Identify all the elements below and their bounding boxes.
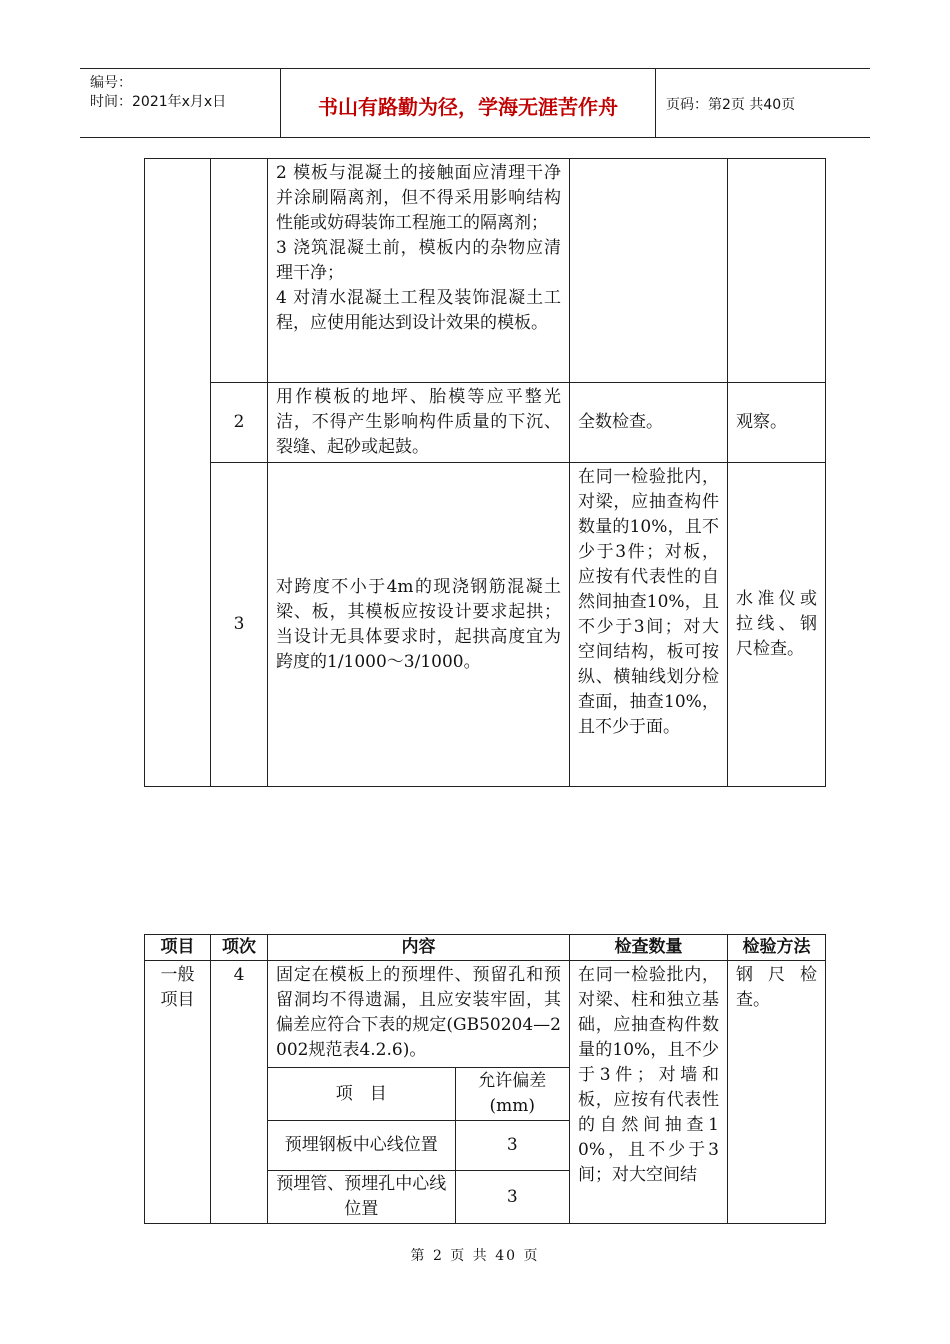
- quantity-cell: 在同一检验批内，对梁，应抽查构件数量的10%，且不少于3件；对板，应按有代表性的自然间抽查10%，且不少于3间；对大空间结构，板可按纵、横轴线划分检查面，抽查10%，且不少于面。: [570, 463, 728, 787]
- header-quantity: 检查数量: [570, 935, 728, 961]
- header-right-cell: [656, 69, 870, 137]
- index-cell: 2: [211, 383, 268, 463]
- tolerance-table: [268, 1067, 569, 1223]
- tolerance-item: 预埋管、预埋孔中心线位置: [268, 1171, 455, 1224]
- method-cell: 水准仪或拉线、钢尺检查。: [728, 463, 826, 787]
- tolerance-row: [268, 1171, 569, 1224]
- inspection-table: [144, 934, 826, 1224]
- item-cell: 一般项目: [145, 961, 211, 1224]
- header-page-number: 页码：第2页 共40页: [666, 97, 796, 113]
- header-left-cell: [80, 69, 280, 137]
- tolerance-head-value: 允许偏差(mm): [455, 1068, 569, 1121]
- document-date: 时间：2021年x月x日: [90, 94, 227, 110]
- method-cell: [728, 159, 826, 383]
- page-footer: 第 2 页 共 40 页: [410, 1248, 540, 1264]
- method-cell: 观察。: [728, 383, 826, 463]
- index-cell: [211, 159, 268, 383]
- table-row: [145, 961, 826, 1224]
- header-item: 项目: [145, 935, 211, 961]
- table-row: [145, 383, 826, 463]
- tolerance-value: 3: [455, 1121, 569, 1171]
- index-cell: 4: [211, 961, 268, 1224]
- content-cell: 固定在模板上的预埋件、预留孔和预留洞均不得遗漏，且应安装牢固，其偏差应符合下表的规定(GB50204—2002规范表4.2.6)。 项 目 允许偏差(mm) 预埋钢板中心线位置 3 预埋管、预埋孔中心线位置 3: [268, 961, 570, 1224]
- header-motto: 书山有路勤为径，学海无涯苦作舟: [318, 95, 618, 119]
- header-index: 项次: [211, 935, 268, 961]
- inspection-table-continued: [144, 158, 826, 787]
- header-content: 内容: [268, 935, 570, 961]
- item-cell: [145, 159, 211, 787]
- page-header: [80, 68, 870, 138]
- table-row: [145, 463, 826, 787]
- table-row: [145, 159, 826, 383]
- content-cell: 对跨度不小于4m的现浇钢筋混凝土梁、板，其模板应按设计要求起拱；当设计无具体要求时，起拱高度宜为跨度的1/1000～3/1000。: [268, 463, 570, 787]
- tolerance-item: 预埋钢板中心线位置: [268, 1121, 455, 1171]
- quantity-cell: 全数检查。: [570, 383, 728, 463]
- quantity-cell: [570, 159, 728, 383]
- table-header-row: [145, 935, 826, 961]
- index-cell: 3: [211, 463, 268, 787]
- content-cell: 用作模板的地坪、胎模等应平整光洁，不得产生影响构件质量的下沉、裂缝、起砂或起鼓。: [268, 383, 570, 463]
- tolerance-row: [268, 1121, 569, 1171]
- method-cell: 钢尺检查。: [728, 961, 826, 1224]
- tolerance-header-row: [268, 1068, 569, 1121]
- content-cell: 2 模板与混凝土的接触面应清理干净并涂刷隔离剂，但不得采用影响结构性能或妨碍装饰工程施工的隔离剂； 3 浇筑混凝土前，模板内的杂物应清理干净； 4 对清水混凝土工程及装饰混凝土工程，应使用能达到设计效果的模板。: [268, 159, 570, 383]
- tolerance-head-item: 项 目: [268, 1068, 455, 1121]
- quantity-cell: 在同一检验批内，对梁、柱和独立基础，应抽查构件数量的10%，且不少于3件；对墙和板，应按有代表性的自然间抽查10%，且不少于3间；对大空间结: [570, 961, 728, 1224]
- header-center-cell: [280, 69, 656, 137]
- tolerance-value: 3: [455, 1171, 569, 1224]
- header-method: 检验方法: [728, 935, 826, 961]
- document-number: 编号：: [90, 75, 132, 91]
